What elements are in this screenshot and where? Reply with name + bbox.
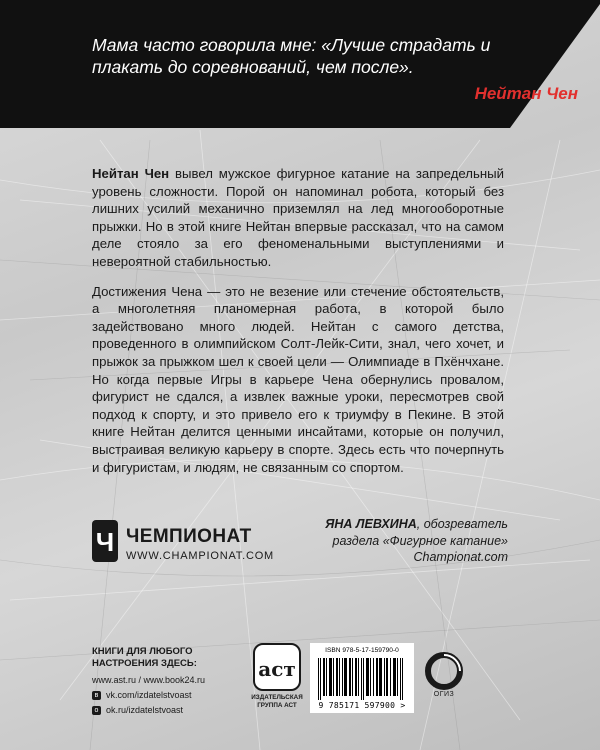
ogiz-publisher-logo	[424, 651, 464, 711]
championat-ch-icon	[92, 520, 118, 562]
reviewer-name: ЯНА ЛЕВХИНА	[325, 517, 417, 531]
ok-link: ok.ru/izdatelstvoast	[106, 705, 184, 715]
publisher-vk	[92, 688, 242, 703]
svg-text:аст: аст	[258, 657, 296, 681]
description	[92, 165, 504, 488]
description-lead-name: Нейтан Чен	[92, 166, 170, 181]
publisher-links-title-line-1: КНИГИ ДЛЯ ЛЮБОГО	[92, 646, 193, 657]
description-paragraph-2: Достижения Чена — это не везение или стечение обстоятельств, а многолетняя планомерная работа, в которой было задействовано много людей. Нейтан с самого детства, проведенного в олимпийском Солт-Лейк-Сити, знал, чего хочет, и прыжок за прыжком шел к своей цели — Олимпиаде в Пхёнчхане. Но когда первые Игры в карьере Чена обернулись провалом, фигурист не сдался, а извлек важные уроки, пересмотрев свой подход к спорту, и это привело его к триумфу в Пекине. В этой книге Нейтан делится ценными инсайтами, которые он получил, выстраивая великую карьеру в спорте. Здесь есть что почерпнуть и фигуристам, и людям, не связанным со спортом.	[92, 283, 504, 475]
ast-logo-icon	[244, 640, 310, 694]
publisher-links	[92, 646, 242, 718]
vk-link: vk.com/izdatelstvoast	[106, 690, 192, 700]
vk-icon: в	[92, 691, 101, 700]
svg-text:Ч: Ч	[95, 527, 115, 557]
reviewer-line-1	[290, 516, 508, 533]
barcode-bars	[318, 658, 406, 700]
ast-logo-label-line-1: ИЗДАТЕЛЬСКАЯ	[251, 694, 303, 701]
ogiz-label: ОГИЗ	[433, 691, 455, 698]
championat-url: WWW.CHAMPIONAT.COM	[126, 550, 275, 562]
publisher-sites: www.ast.ru / www.book24.ru	[92, 675, 206, 685]
ogiz-ring-icon	[424, 651, 464, 691]
ok-icon: о	[92, 706, 101, 715]
publisher-ok	[92, 703, 242, 718]
reviewer-site: Championat.com	[413, 550, 508, 564]
publisher-links-title-line-2: НАСТРОЕНИЯ ЗДЕСЬ:	[92, 658, 197, 669]
reviewer-section: раздела «Фигурное катание»	[332, 533, 508, 548]
ast-logo-label	[244, 694, 310, 710]
championat-logo	[92, 520, 292, 572]
publisher-links-title	[92, 646, 242, 670]
quote-author: Нейтан Чен	[474, 84, 578, 103]
championat-name: ЧЕМПИОНАТ	[126, 526, 252, 547]
quote-text: Мама часто говорила мне: «Лучше страдать и плакать до соревнований, чем после».	[92, 35, 491, 77]
barcode-digits: 9 785171 597900 >	[318, 701, 406, 710]
description-paragraph-1	[92, 165, 504, 271]
ast-publisher-logo	[244, 640, 310, 720]
championat-logo-mark	[92, 520, 118, 562]
description-paragraph-1-text: вывел мужское фигурное катание на запредельный уровень сложности. Порой он напоминал робота, который без лишних усилий механично приземлял на лед многооборотные прыжки. Но в этой книге Нейтан впервые рассказал, что на самом деле стояло за его феноменальными выступлениями и невероятной стабильностью.	[92, 166, 504, 269]
isbn-barcode	[310, 643, 414, 713]
isbn-number: ISBN 978-5-17-159790-0	[325, 647, 399, 654]
reviewer-role: , обозреватель	[416, 517, 508, 531]
reviewer-credit	[290, 516, 508, 566]
ast-logo-label-line-2: ГРУППА АСТ	[257, 702, 297, 709]
